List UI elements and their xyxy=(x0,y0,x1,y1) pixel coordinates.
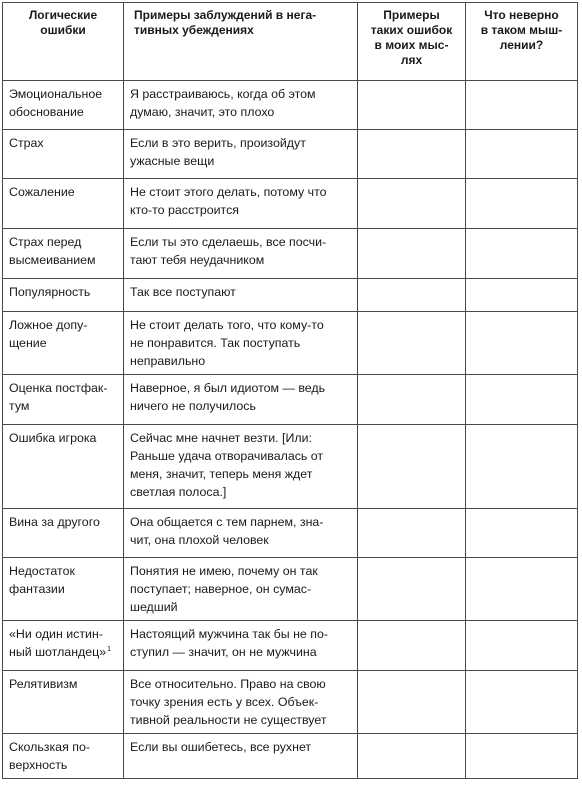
my-thoughts-cell xyxy=(358,312,466,375)
fallacy-example-cell: Все относительно. Право на свою точку зрения есть у всех. Объек- тивной реальности не существует xyxy=(124,671,358,734)
fallacy-name-cell xyxy=(3,509,124,558)
table-row xyxy=(3,375,578,425)
fallacy-example-cell: Если вы ошибетесь, все рухнет xyxy=(124,734,358,779)
what-is-wrong-cell xyxy=(466,558,578,621)
what-is-wrong-cell xyxy=(466,621,578,671)
what-is-wrong-cell xyxy=(466,509,578,558)
fallacy-name-cell xyxy=(3,621,124,671)
logical-fallacies-table xyxy=(2,2,578,779)
what-is-wrong-cell xyxy=(466,279,578,312)
fallacy-name: Недостаток фантазии xyxy=(9,564,75,596)
what-is-wrong-cell xyxy=(466,671,578,734)
fallacy-name: Страх перед высмеиванием xyxy=(9,235,96,267)
footnote-marker: 1 xyxy=(107,645,112,653)
table-row xyxy=(3,81,578,130)
table-row xyxy=(3,312,578,375)
table-row xyxy=(3,734,578,779)
fallacy-example-cell: Она общается с тем парнем, зна- чит, она плохой человек xyxy=(124,509,358,558)
fallacy-name-cell xyxy=(3,312,124,375)
my-thoughts-cell xyxy=(358,229,466,279)
fallacy-name: Эмоциональное обоснование xyxy=(9,87,103,119)
my-thoughts-cell xyxy=(358,671,466,734)
what-is-wrong-cell xyxy=(466,375,578,425)
what-is-wrong-cell xyxy=(466,81,578,130)
table-row xyxy=(3,671,578,734)
table-row xyxy=(3,179,578,229)
table-row xyxy=(3,621,578,671)
fallacy-name-cell xyxy=(3,671,124,734)
fallacy-example-cell: Если в это верить, произойдут ужасные вещи xyxy=(124,130,358,179)
table-row xyxy=(3,558,578,621)
what-is-wrong-cell xyxy=(466,179,578,229)
table-row xyxy=(3,229,578,279)
fallacy-example-cell: Наверное, я был идиотом — ведь ничего не получилось xyxy=(124,375,358,425)
fallacy-name: Сожаление xyxy=(9,185,75,199)
fallacy-name-cell xyxy=(3,425,124,509)
fallacy-example-cell: Настоящий мужчина так бы не по- ступил — значит, он не мужчина xyxy=(124,621,358,671)
fallacy-name: Ложное допу- щение xyxy=(9,318,88,350)
fallacy-example-cell: Так все поступают xyxy=(124,279,358,312)
fallacy-name: Вина за другого xyxy=(9,515,100,529)
my-thoughts-cell xyxy=(358,558,466,621)
fallacy-name-cell xyxy=(3,375,124,425)
header-examples-negative-beliefs: Примеры заблуждений в нега- тивных убеждениях xyxy=(124,3,358,81)
fallacy-example-cell: Понятия не имею, почему он так поступает; наверное, он сумас- шедший xyxy=(124,558,358,621)
table-row xyxy=(3,509,578,558)
my-thoughts-cell xyxy=(358,375,466,425)
my-thoughts-cell xyxy=(358,81,466,130)
header-logical-errors: Логические ошибки xyxy=(3,3,124,81)
fallacy-example-cell: Если ты это сделаешь, все посчи- тают тебя неудачником xyxy=(124,229,358,279)
my-thoughts-cell xyxy=(358,509,466,558)
what-is-wrong-cell xyxy=(466,130,578,179)
fallacy-name-cell xyxy=(3,81,124,130)
table-row xyxy=(3,130,578,179)
table-header-row xyxy=(3,3,578,81)
my-thoughts-cell xyxy=(358,279,466,312)
fallacy-name-cell xyxy=(3,279,124,312)
my-thoughts-cell xyxy=(358,621,466,671)
fallacy-name-cell xyxy=(3,229,124,279)
fallacy-name-cell xyxy=(3,734,124,779)
header-what-is-wrong: Что неверно в таком мыш- лении? xyxy=(466,3,578,81)
my-thoughts-cell xyxy=(358,734,466,779)
fallacy-name: Скользкая по- верхность xyxy=(9,740,90,772)
fallacy-name: Популярность xyxy=(9,285,91,299)
header-examples-in-my-thoughts: Примеры таких ошибок в моих мыс- лях xyxy=(358,3,466,81)
my-thoughts-cell xyxy=(358,425,466,509)
fallacy-name: Релятивизм xyxy=(9,677,78,691)
fallacy-name-cell xyxy=(3,558,124,621)
table-row xyxy=(3,279,578,312)
fallacy-example-cell: Не стоит делать того, что кому-то не понравится. Так поступать неправильно xyxy=(124,312,358,375)
fallacy-name: «Ни один истин- ный шотландец» xyxy=(9,627,107,659)
what-is-wrong-cell xyxy=(466,425,578,509)
fallacy-name: Страх xyxy=(9,136,44,150)
fallacy-name: Ошибка игрока xyxy=(9,431,97,445)
my-thoughts-cell xyxy=(358,130,466,179)
fallacy-name-cell xyxy=(3,179,124,229)
what-is-wrong-cell xyxy=(466,312,578,375)
fallacy-example-cell: Сейчас мне начнет везти. [Или: Раньше удача отворачивалась от меня, значит, теперь меня ждет светлая полоса.] xyxy=(124,425,358,509)
fallacy-example-cell: Не стоит этого делать, потому что кто-то расстроится xyxy=(124,179,358,229)
fallacy-name: Оценка постфак- тум xyxy=(9,381,108,413)
my-thoughts-cell xyxy=(358,179,466,229)
what-is-wrong-cell xyxy=(466,734,578,779)
table-body xyxy=(3,81,578,779)
what-is-wrong-cell xyxy=(466,229,578,279)
fallacy-name-cell xyxy=(3,130,124,179)
table-row xyxy=(3,425,578,509)
fallacy-example-cell: Я расстраиваюсь, когда об этом думаю, значит, это плохо xyxy=(124,81,358,130)
